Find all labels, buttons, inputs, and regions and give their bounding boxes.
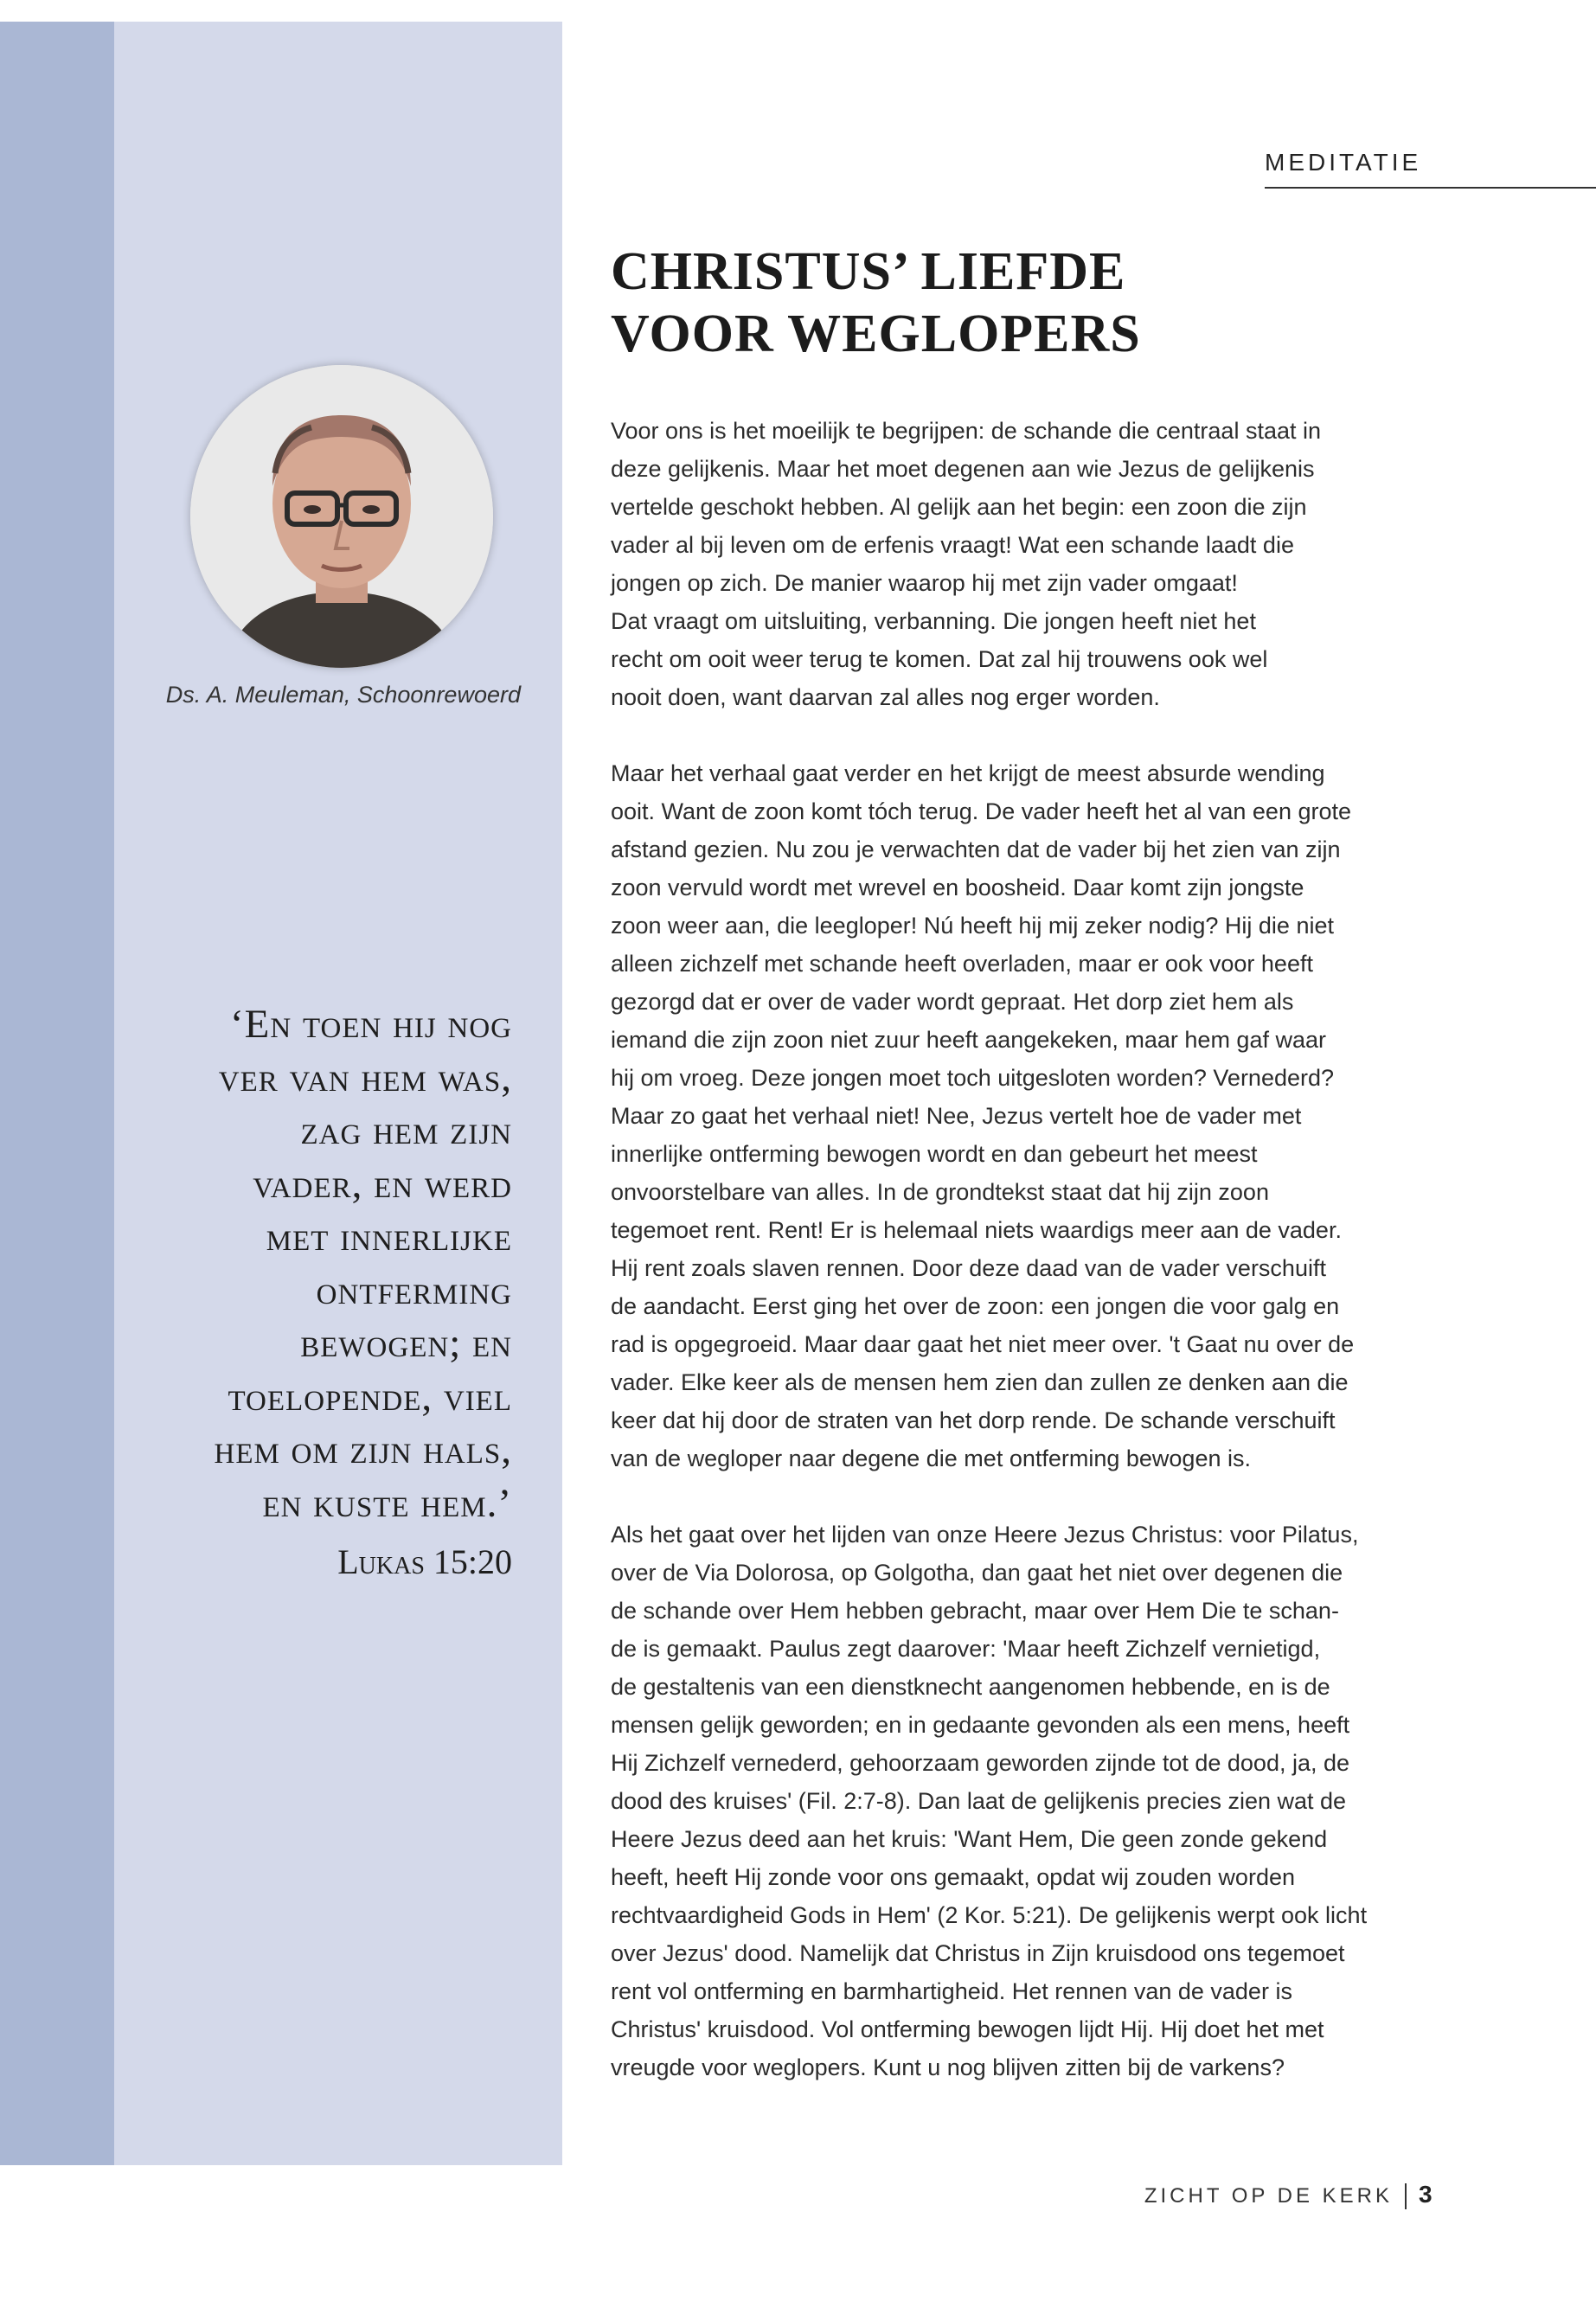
body-line: de is gemaakt. Paulus zegt daarover: 'Maar heeft Zichzelf vernietigd, <box>611 1636 1321 1662</box>
body-line: over de Via Dolorosa, op Golgotha, dan gaat het niet over degenen die <box>611 1560 1343 1586</box>
title-line: CHRISTUS’ LIEFDE <box>611 242 1126 301</box>
person-portrait-icon <box>190 365 493 668</box>
body-line: rent vol ontferming en barmhartigheid. Het rennen van de vader is <box>611 1978 1292 2004</box>
body-line: Christus' kruisdood. Vol ontferming bewogen lijdt Hij. Hij doet het met <box>611 2016 1324 2042</box>
body-line: recht om ooit weer terug te komen. Dat zal hij trouwens ook wel <box>611 646 1268 672</box>
body-line: vreugde voor weglopers. Kunt u nog blijven zitten bij de varkens? <box>611 2054 1285 2080</box>
body-line: mensen gelijk geworden; en in gedaante gevonden als een mens, heeft <box>611 1712 1350 1738</box>
body-line: nooit doen, want daarvan zal alles nog erger worden. <box>611 684 1160 710</box>
body-line: ooit. Want de zoon komt tóch terug. De vader heeft het al van een grote <box>611 798 1352 824</box>
quote-line: bewogen; en <box>300 1321 512 1366</box>
quote-line: met innerlijke <box>266 1215 512 1259</box>
body-line: keer dat hij door de straten van het dorp rende. De schande verschuift <box>611 1407 1336 1433</box>
section-rule <box>1265 187 1596 189</box>
body-line: van de wegloper naar degene die met ontferming bewogen is. <box>611 1445 1251 1471</box>
section-label: MEDITATIE <box>1265 149 1422 176</box>
body-line: vertelde geschokt hebben. Al gelijk aan het begin: een zoon die zijn <box>611 494 1307 520</box>
body-line: Als het gaat over het lijden van onze Heere Jezus Christus: voor Pilatus, <box>611 1522 1359 1548</box>
article-body <box>611 412 1415 2125</box>
body-line: de aandacht. Eerst ging het over de zoon: een jongen die voor galg en <box>611 1293 1340 1319</box>
article-title <box>611 240 1476 365</box>
body-line: iemand die zijn zoon niet zuur heeft aangekeken, maar hem gaf waar <box>611 1027 1326 1053</box>
quote-line: ‘En toen hij nog <box>230 1002 512 1047</box>
body-line: over Jezus' dood. Namelijk dat Christus in Zijn kruisdood ons tegemoet <box>611 1940 1345 1966</box>
body-line: dood des kruises' (Fil. 2:7-8). Dan laat de gelijkenis precies zien wat de <box>611 1788 1347 1814</box>
body-line: rad is opgegroeid. Maar daar gaat het niet meer over. 't Gaat nu over de <box>611 1331 1355 1357</box>
author-photo <box>190 365 493 668</box>
quote-line: ontferming <box>316 1267 512 1313</box>
author-caption: Ds. A. Meuleman, Schoonrewoerd <box>165 682 521 708</box>
quote-line: ver van hem was, <box>218 1054 512 1100</box>
title-line: VOOR WEGLOPERS <box>611 304 1141 363</box>
page-number: 3 <box>1419 2181 1433 2208</box>
body-line: vader. Elke keer als de mensen hem zien dan zullen ze denken aan die <box>611 1369 1349 1395</box>
footer-separator <box>1405 2183 1407 2209</box>
body-line: de gestaltenis van een dienstknecht aangenomen hebbende, en is de <box>611 1674 1330 1700</box>
body-line: vader al bij leven om de erfenis vraagt! Wat een schande laadt die <box>611 532 1294 558</box>
body-line: de schande over Hem hebben gebracht, maar over Hem Die te schan- <box>611 1598 1339 1624</box>
body-line: zoon weer aan, die leegloper! Nú heeft hij mij zeker nodig? Hij die niet <box>611 913 1334 939</box>
body-line: alleen zichzelf met schande heeft overladen, maar er ook voor heeft <box>611 951 1313 977</box>
quote-line: en kuste hem.’ <box>262 1480 512 1526</box>
pull-quote <box>138 998 512 1530</box>
body-paragraph <box>611 412 1415 716</box>
quote-line: toelopende, viel <box>228 1374 512 1420</box>
body-line: Hij rent zoals slaven rennen. Door deze daad van de vader verschuift <box>611 1255 1326 1281</box>
body-line: Heere Jezus deed aan het kruis: 'Want Hem, Die geen zonde gekend <box>611 1826 1328 1852</box>
quote-line: zag hem zijn <box>300 1108 512 1153</box>
body-line: Voor ons is het moeilijk te begrijpen: de schande die centraal staat in <box>611 418 1321 444</box>
body-line: innerlijke ontferming bewogen wordt en dan gebeurt het meest <box>611 1141 1258 1167</box>
body-line: Dat vraagt om uitsluiting, verbanning. Die jongen heeft niet het <box>611 608 1256 634</box>
body-line: rechtvaardigheid Gods in Hem' (2 Kor. 5:21). De gelijkenis werpt ook licht <box>611 1902 1368 1928</box>
body-line: zoon vervuld wordt met wrevel en boosheid. Daar komt zijn jongste <box>611 875 1304 901</box>
body-line: tegemoet rent. Rent! Er is helemaal niets waardigs meer aan de vader. <box>611 1217 1342 1243</box>
quote-line: vader, en werd <box>253 1161 512 1207</box>
body-line: Maar zo gaat het verhaal niet! Nee, Jezus vertelt hoe de vader met <box>611 1103 1302 1129</box>
body-line: deze gelijkenis. Maar het moet degenen aan wie Jezus de gelijkenis <box>611 456 1315 482</box>
body-line: afstand gezien. Nu zou je verwachten dat de vader bij het zien van zijn <box>611 836 1341 862</box>
body-line: hij om vroeg. Deze jongen moet toch uitgesloten worden? Vernederd? <box>611 1065 1335 1091</box>
body-line: Hij Zichzelf vernederd, gehoorzaam geworden zijnde tot de dood, ja, de <box>611 1750 1350 1776</box>
side-band-dark <box>0 22 114 2165</box>
quote-reference: Lukas 15:20 <box>337 1542 512 1581</box>
body-line: onvoorstelbare van alles. In de grondtekst staat dat hij zijn zoon <box>611 1179 1269 1205</box>
body-line: gezorgd dat er over de vader wordt gepraat. Het dorp ziet hem als <box>611 989 1294 1015</box>
body-line: Maar het verhaal gaat verder en het krijgt de meest absurde wending <box>611 760 1325 786</box>
quote-line: hem om zijn hals, <box>214 1427 512 1472</box>
footer-publication: ZICHT OP DE KERK <box>1144 2184 1393 2208</box>
body-line: jongen op zich. De manier waarop hij met zijn vader omgaat! <box>611 570 1238 596</box>
body-paragraph <box>611 754 1415 1477</box>
body-paragraph <box>611 1516 1415 2086</box>
body-line: heeft, heeft Hij zonde voor ons gemaakt, opdat wij zouden worden <box>611 1864 1295 1890</box>
